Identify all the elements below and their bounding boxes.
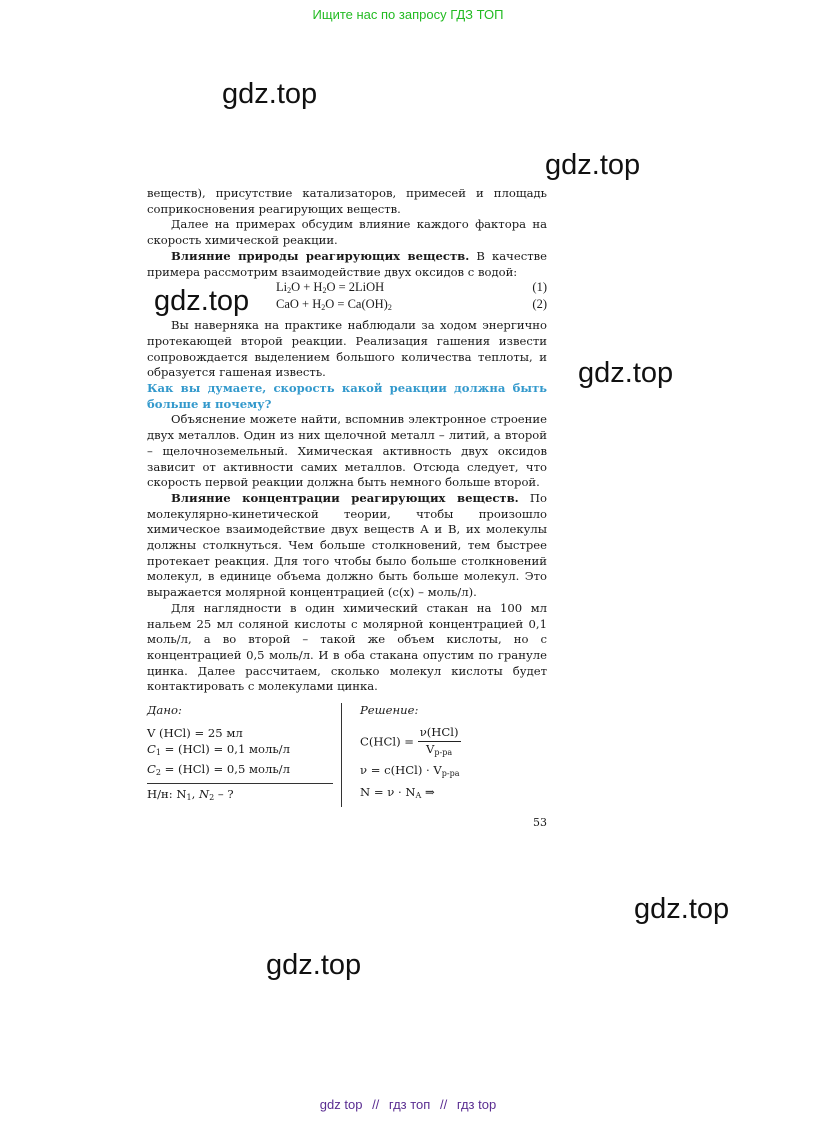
watermark: gdz.top xyxy=(266,949,362,981)
given-c2-value: = (HCl) = 0,5 моль/л xyxy=(164,761,290,776)
paragraph: Далее на примерах обсудим влияние каждого фактора на скорость химической реакции. xyxy=(147,217,547,248)
watermark: gdz.top xyxy=(222,78,318,110)
given-c2: $C_2 = (HCl) = 0,5$ моль/л xyxy=(147,761,290,777)
watermark: gdz.top xyxy=(154,285,250,317)
equation-1 xyxy=(147,280,547,297)
equation-formula: CaO + $H_2O = Ca(OH)_2$ xyxy=(276,297,392,313)
paragraph xyxy=(147,249,547,280)
top-banner[interactable]: Ищите нас по запросу ГДЗ ТОП xyxy=(312,7,504,22)
fraction-denominator: $V_{р-ра}$ xyxy=(426,741,453,757)
given-c1: $C_1 = (HCl) = 0,1$ моль/л xyxy=(147,741,290,757)
formula-n: N = ν · N xyxy=(360,784,416,799)
solution-header: Решение: xyxy=(360,703,419,718)
section-heading: Влияние природы реагирующих веществ. xyxy=(171,248,470,263)
given-c1-value: = (HCl) = 0,1 моль/л xyxy=(164,741,290,756)
given-header: Дано: xyxy=(147,703,182,718)
question: Как вы думаете, скорость какой реакции должна быть больше и почему? xyxy=(147,381,547,411)
watermark: gdz.top xyxy=(578,357,674,389)
watermark: gdz.top xyxy=(545,149,641,181)
paragraph: Объяснение можете найти, вспомнив электронное строение двух металлов. Один из них щелочной металл – литий, а второй – щелочноземельный. Химическая активность двух оксидов зависит от активности самих металлов. Отсюда следует, что скорость первой реакции должна быть немного больше второй. xyxy=(147,412,547,490)
fraction-numerator: ν(HCl) xyxy=(418,725,461,742)
find-label: Н/н: N xyxy=(147,786,187,801)
solution-formula-nu: $\nu = c(HCl) \cdot V_{р-ра}$ xyxy=(360,763,460,779)
solution-formula-n: $N = \nu \cdot N_A$ ⇒ xyxy=(360,784,435,800)
link-gdz-top[interactable]: gdz top xyxy=(319,1097,363,1112)
problem-block xyxy=(147,703,547,807)
paragraph xyxy=(147,491,547,601)
paragraph: веществ), присутствие катализаторов, примесей и площадь соприкосновения реагирующих веществ. xyxy=(147,186,547,216)
watermark: gdz.top xyxy=(634,893,730,925)
equation-formula: $Li_2O + H_2O$ = 2LiOH xyxy=(276,280,385,296)
paragraph-text: В качестве примера рассмотрим взаимодействие двух оксидов с водой: xyxy=(147,248,548,279)
link-gdz-top-mixed[interactable]: гдз top xyxy=(456,1097,497,1112)
fraction-den-text: V xyxy=(426,741,435,756)
paragraph: Для наглядности в один химический стакан на 100 мл нальем 25 мл соляной кислоты с молярной концентрацией 0,1 моль/л, а во второй – такой же объем кислоты, но с концентрацией 0,5 моль/л. И в оба стакана опустим по грануле цинка. Далее рассчитаем, сколько молекул кислоты будет контактировать с молекулами цинка. xyxy=(147,600,547,694)
link-gdz-top-ru[interactable]: гдз топ xyxy=(388,1097,431,1112)
separator: // xyxy=(439,1097,448,1112)
solution-column xyxy=(342,703,547,807)
solution-formula-c xyxy=(360,725,547,760)
equation-number: (1) xyxy=(532,280,547,295)
formula-nu: ν = c(HCl) · V xyxy=(360,763,442,778)
find-line: Н/н: $N_1$, $N_2$ – ? xyxy=(147,783,333,806)
bottom-links xyxy=(0,1097,816,1112)
equation-number: (2) xyxy=(532,297,547,312)
given-volume: V (HCl) = 25 мл xyxy=(147,725,243,740)
equation-2 xyxy=(147,297,547,314)
paragraph: Вы наверняка на практике наблюдали за ходом энергично протекающей второй реакции. Реализация гашения извести сопровождается выделением большого количества теплоты, и образуется гашеная известь. xyxy=(147,318,547,380)
fraction xyxy=(418,725,461,760)
separator: // xyxy=(372,1097,380,1112)
formula-left: C(HCl) = xyxy=(360,734,415,749)
textbook-page xyxy=(147,186,547,830)
section-heading: Влияние концентрации реагирующих веществ. xyxy=(171,490,519,505)
paragraph-text: По молекулярно-кинетической теории, чтобы произошло химическое взаимодействие двух веществ A и B, их молекулы должны столкнуться. Чем больше столкновений, тем быстрее протекает реакция. Для того чтобы было больше столкновений молекул, в единице объема должно быть больше молекул. Это выражается молярной концентрацией (c(x) – моль/л). xyxy=(147,490,547,600)
given-column xyxy=(147,703,342,807)
page-number: 53 xyxy=(533,815,547,829)
